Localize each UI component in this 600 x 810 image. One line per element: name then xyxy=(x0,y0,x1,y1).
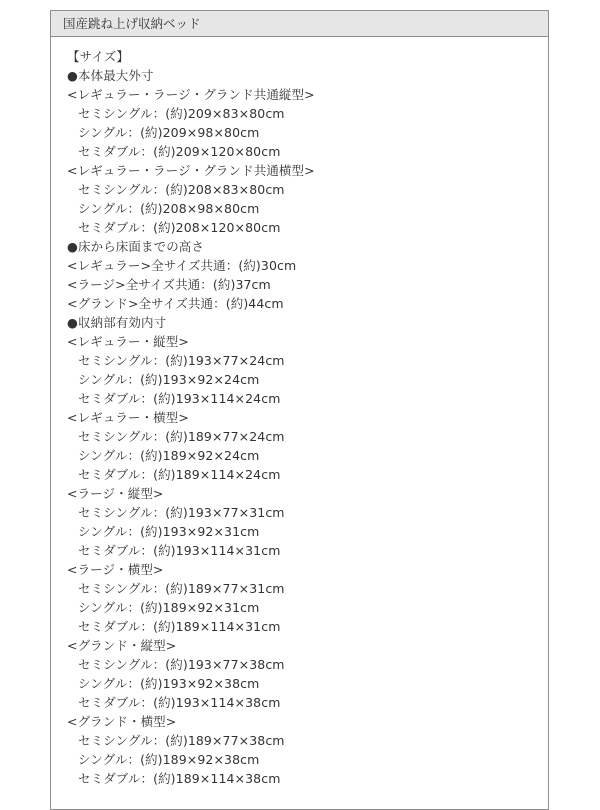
spec-heading-line: <レギュラー・ラージ・グランド共通横型> xyxy=(67,163,315,178)
spec-heading-line: <レギュラー・縦型> xyxy=(67,334,189,349)
spec-heading-line: <グランド・縦型> xyxy=(67,638,177,653)
spec-value-line: セミシングル：(約)189×77×38cm xyxy=(78,733,285,748)
panel-title: 国産跳ね上げ収納ベッド xyxy=(63,16,201,31)
spec-value-line: シングル：(約)193×92×31cm xyxy=(78,524,260,539)
spec-panel xyxy=(50,10,549,810)
spec-value-line: セミダブル：(約)208×120×80cm xyxy=(78,220,281,235)
spec-value-line: セミシングル：(約)189×77×24cm xyxy=(78,429,285,444)
spec-value-line: シングル：(約)208×98×80cm xyxy=(78,201,260,216)
spec-body xyxy=(51,37,548,788)
spec-value-line: セミダブル：(約)189×114×31cm xyxy=(78,619,281,634)
spec-value-line: セミダブル：(約)193×114×24cm xyxy=(78,391,281,406)
spec-heading-line: <レギュラー・ラージ・グランド共通縦型> xyxy=(67,87,315,102)
spec-value-line: セミシングル：(約)189×77×31cm xyxy=(78,581,285,596)
spec-value-line: シングル：(約)193×92×38cm xyxy=(78,676,260,691)
spec-heading-line: <グランド>全サイズ共通：(約)44cm xyxy=(67,296,284,311)
spec-heading-line: <レギュラー>全サイズ共通：(約)30cm xyxy=(67,258,297,273)
spec-value-line: シングル：(約)209×98×80cm xyxy=(78,125,260,140)
spec-value-line: セミシングル：(約)193×77×31cm xyxy=(78,505,285,520)
spec-value-line: セミダブル：(約)189×114×24cm xyxy=(78,467,281,482)
spec-value-line: シングル：(約)189×92×38cm xyxy=(78,752,260,767)
spec-heading-line: <ラージ・横型> xyxy=(67,562,164,577)
spec-heading-line: <グランド・横型> xyxy=(67,714,177,729)
spec-value-line: シングル：(約)189×92×24cm xyxy=(78,448,260,463)
spec-heading-line: <ラージ・縦型> xyxy=(67,486,164,501)
spec-heading-line: ●本体最大外寸 xyxy=(67,68,154,83)
spec-value-line: セミシングル：(約)208×83×80cm xyxy=(78,182,285,197)
spec-value-line: セミダブル：(約)189×114×38cm xyxy=(78,771,281,786)
spec-value-line: セミシングル：(約)193×77×38cm xyxy=(78,657,285,672)
spec-heading-line: <ラージ>全サイズ共通：(約)37cm xyxy=(67,277,271,292)
spec-value-line: シングル：(約)193×92×24cm xyxy=(78,372,260,387)
spec-heading-line: <レギュラー・横型> xyxy=(67,410,189,425)
spec-value-line: セミダブル：(約)193×114×38cm xyxy=(78,695,281,710)
spec-value-line: セミダブル：(約)193×114×31cm xyxy=(78,543,281,558)
spec-value-line: シングル：(約)189×92×31cm xyxy=(78,600,260,615)
panel-header xyxy=(51,11,548,37)
spec-heading-line: 【サイズ】 xyxy=(67,49,130,64)
spec-heading-line: ●収納部有効内寸 xyxy=(67,315,167,330)
spec-value-line: セミシングル：(約)209×83×80cm xyxy=(78,106,285,121)
spec-heading-line: ●床から床面までの高さ xyxy=(67,239,205,254)
spec-value-line: セミシングル：(約)193×77×24cm xyxy=(78,353,285,368)
spec-value-line: セミダブル：(約)209×120×80cm xyxy=(78,144,281,159)
